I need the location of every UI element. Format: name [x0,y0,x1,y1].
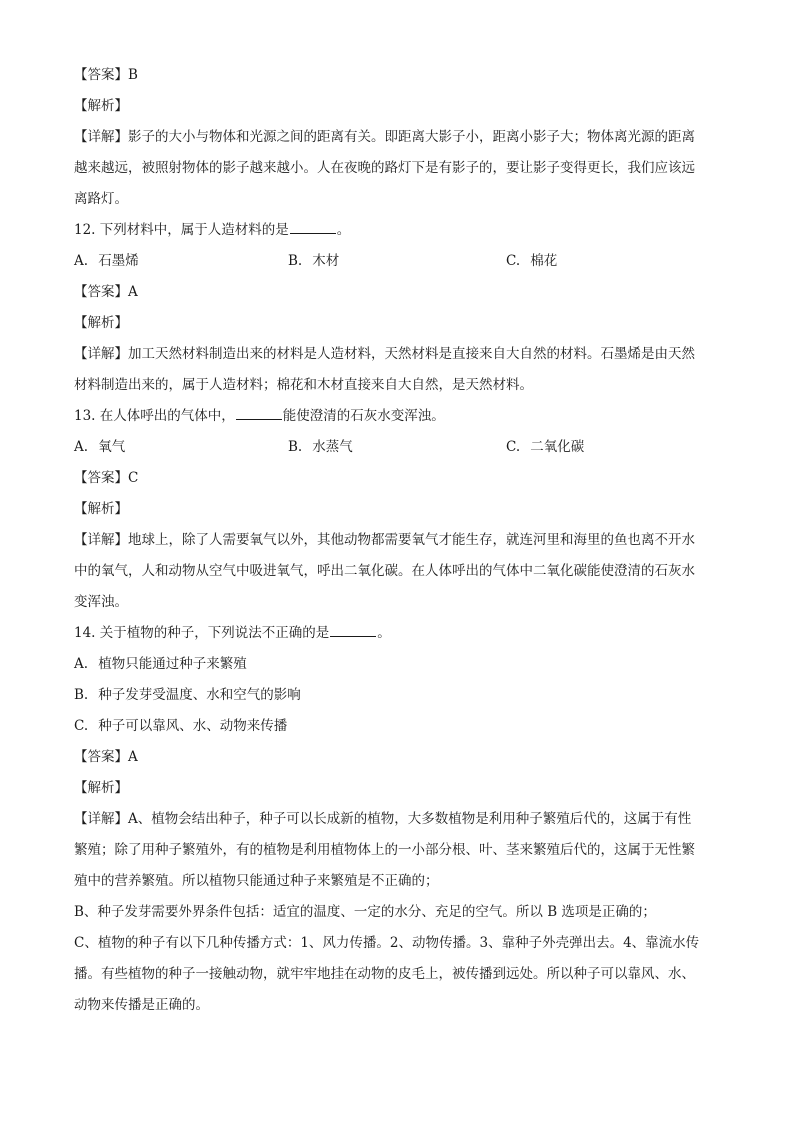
q14-option-b [74,680,724,711]
q12-answer: 【答案】A [74,284,138,300]
option-text: 种子可以靠风、水、动物来传播 [98,718,288,734]
q14-option-a [74,649,724,680]
q14-detail [74,804,724,1021]
q13-stem-end: 能使澄清的石灰水变浑浊。 [282,408,445,424]
option-label: C. [74,718,89,734]
q13-detail-line: 【详解】地球上，除了人需要氧气以外，其他动物都需要氧气才能生存，就连河里和海里的鱼也离不开水 [74,532,695,548]
q14-analysis-heading: 【解析】 [74,780,128,796]
option-label: C. [506,439,521,455]
q12-detail-line: 材料制造出来的，属于人造材料；棉花和木材直接来自大自然，是天然材料。 [74,377,533,393]
document-page [74,60,724,1021]
q13-options [74,432,724,463]
option-text: 石墨烯 [98,253,139,269]
q12-detail-line: 【详解】加工天然材料制造出来的材料是人造材料，天然材料是直接来自大自然的材料。石墨烯是由天然 [74,346,695,362]
q12-detail [74,339,724,401]
q12-options [74,246,724,277]
q12-stem-text: 12. 下列材料中，属于人造材料的是 [74,222,289,238]
option-text: 木材 [312,253,340,269]
q11-analysis-heading: 【解析】 [74,98,128,114]
q12-option-c [506,246,557,277]
q11-detail-line: 越来越远，被照射物体的影子越来越小。人在夜晚的路灯下是有影子的，要让影子变得更长，我们应该远 [74,160,695,176]
q13-stem-text: 13. 在人体呼出的气体中， [74,408,235,424]
option-text: 水蒸气 [312,439,353,455]
q11-detail-line: 离路灯。 [74,191,128,207]
q13-analysis-heading: 【解析】 [74,501,128,517]
q11-detail-line: 【详解】影子的大小与物体和光源之间的距离有关。即距离大影子小，距离小影子大；物体离光源的距离 [74,129,695,145]
q12-stem [74,215,724,246]
q13-option-b [288,432,506,463]
q14-detail-line: 繁殖；除了用种子繁殖外，有的植物是利用植物体上的一小部分根、叶、茎来繁殖后代的，这属于无性繁 [74,842,695,858]
q11-detail [74,122,724,215]
q14-answer-blank [330,622,376,637]
q14-stem-text: 14. 关于植物的种子，下列说法不正确的是 [74,625,330,641]
option-label: B. [288,439,303,455]
option-label: A. [74,253,89,269]
q13-answer-blank [236,405,282,420]
q12-stem-end: 。 [336,222,351,238]
q12-option-a [74,246,288,277]
q14-stem [74,618,724,649]
q13-stem [74,401,724,432]
option-label: A. [74,656,89,672]
q13-detail-line: 中的氧气，人和动物从空气中吸进氧气，呼出二氧化碳。在人体呼出的气体中二氧化碳能使澄清的石灰水 [74,563,695,579]
option-text: 植物只能通过种子来繁殖 [98,656,247,672]
q14-detail-line: 动物来传播是正确的。 [74,997,209,1013]
q14-option-c [74,711,724,742]
q14-stem-end: 。 [377,625,391,641]
option-text: 棉花 [530,253,558,269]
q13-detail [74,525,724,618]
q14-answer: 【答案】A [74,749,138,765]
q13-option-c [506,432,584,463]
option-label: C. [506,253,521,269]
option-label: A. [74,439,89,455]
q14-detail-line: B、种子发芽需要外界条件包括：适宜的温度、一定的水分、充足的空气。所以 B 选项是正确的； [74,904,656,920]
q13-option-a [74,432,288,463]
q12-answer-blank [290,219,336,234]
q14-detail-line: 殖中的营养繁殖。所以植物只能通过种子来繁殖是不正确的； [74,873,439,889]
q14-detail-line: 播。有些植物的种子一接触动物，就牢牢地挂在动物的皮毛上，被传播到远处。所以种子可以靠风、水、 [74,966,695,982]
q13-answer: 【答案】C [74,470,139,486]
option-label: B. [74,687,89,703]
q12-option-b [288,246,506,277]
q12-analysis-heading: 【解析】 [74,315,128,331]
option-text: 二氧化碳 [530,439,585,455]
q14-detail-line: 【详解】A、植物会结出种子，种子可以长成新的植物，大多数植物是利用种子繁殖后代的，这属于有性 [74,811,692,827]
q14-detail-line: C、植物的种子有以下几种传播方式：1、风力传播。2、动物传播。3、靠种子外壳弹出去。4、靠流水传 [74,935,700,951]
option-label: B. [288,253,303,269]
option-text: 种子发芽受温度、水和空气的影响 [98,687,301,703]
q13-detail-line: 变浑浊。 [74,594,128,610]
q11-answer: 【答案】B [74,67,138,83]
option-text: 氧气 [98,439,126,455]
